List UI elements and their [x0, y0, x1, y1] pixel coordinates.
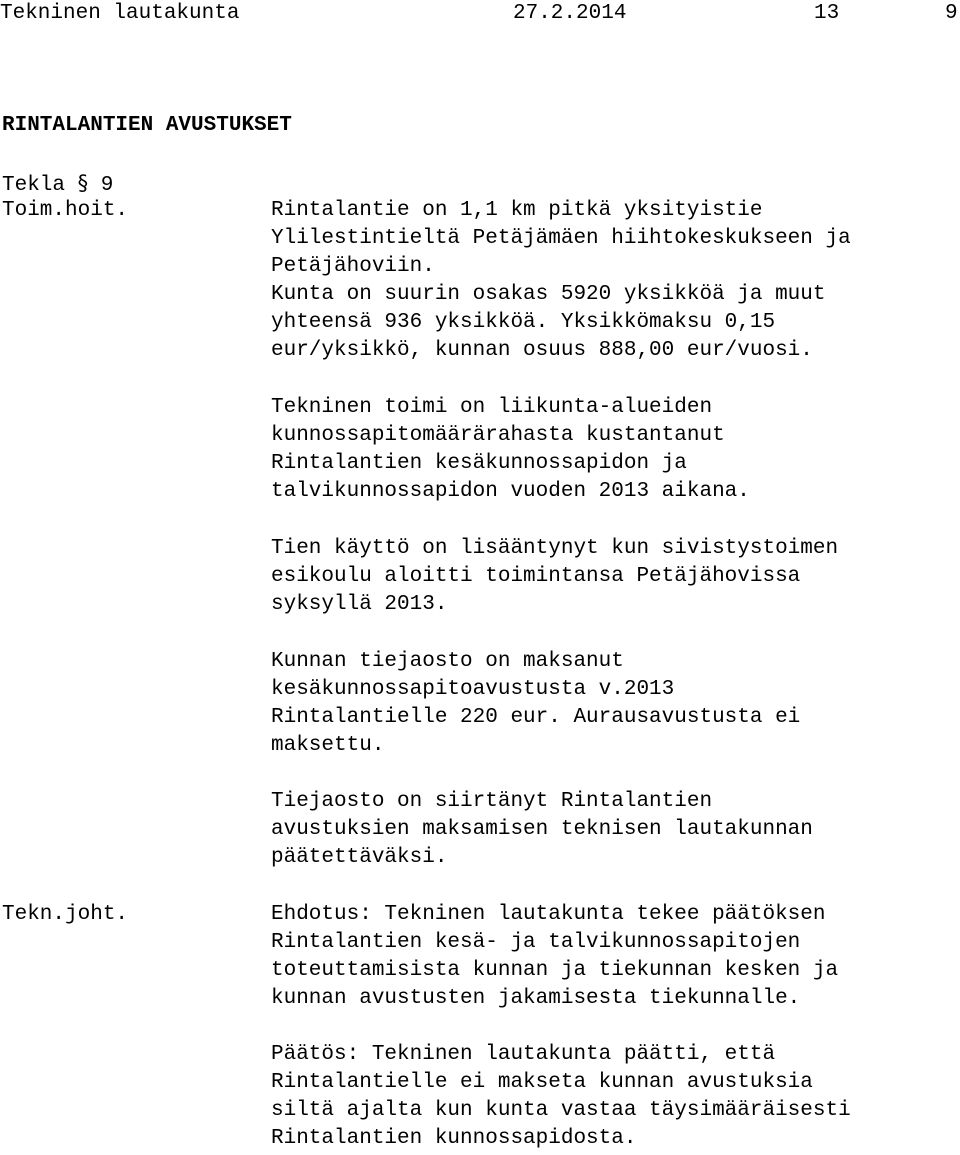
- paragraph-decision: [271, 1041, 960, 1153]
- text-line: eur/yksikkö, kunnan osuus 888,00 eur/vuosi.: [271, 339, 813, 362]
- label-toim-hoit: Toim.hoit.: [2, 199, 129, 222]
- header-title: Tekninen lautakunta: [0, 2, 240, 25]
- text-line: kunnan avustusten jakamisesta tiekunnalle.: [271, 987, 801, 1010]
- text-line: Rintalantien kesäkunnossapidon ja: [271, 452, 687, 475]
- text-line: Kunnan tiejaosto on maksanut: [271, 650, 624, 673]
- paragraph-transfer: [271, 788, 960, 872]
- label-tekn-joht: Tekn.joht.: [2, 903, 129, 926]
- text-line: Rintalantielle 220 eur. Aurausavustusta ei: [271, 706, 801, 729]
- paragraph-maintenance: [271, 394, 960, 506]
- text-line: Tekninen toimi on liikunta-alueiden: [271, 396, 713, 419]
- text-line: toteuttamisista kunnan ja tiekunnan kesken ja: [271, 959, 839, 982]
- text-line: Päätös: Tekninen lautakunta päätti, että: [271, 1043, 776, 1066]
- header-date: 27.2.2014: [513, 2, 627, 25]
- text-line: Tien käyttö on lisääntynyt kun sivistystoimen: [271, 537, 839, 560]
- paragraph-usage: [271, 535, 960, 619]
- text-line: syksyllä 2013.: [271, 593, 448, 616]
- paragraph-road-board-payment: [271, 648, 960, 760]
- text-line: Rintalantien kesä- ja talvikunnossapitojen: [271, 931, 801, 954]
- text-line: siltä ajalta kun kunta vastaa täysimääräisesti: [271, 1099, 851, 1122]
- tekla-label: Tekla: [2, 174, 66, 197]
- text-line: Rintalantie on 1,1 km pitkä yksityistie: [271, 199, 763, 222]
- text-line: Rintalantien kunnossapidosta.: [271, 1127, 637, 1150]
- paragraph-road-info: [271, 197, 960, 365]
- text-line: Rintalantielle ei makseta kunnan avustuksia: [271, 1071, 813, 1094]
- text-line: Petäjähoviin.: [271, 255, 435, 278]
- tekla-reference: [2, 169, 113, 200]
- text-line: maksettu.: [271, 734, 385, 757]
- text-line: kesäkunnossapitoavustusta v.2013: [271, 678, 675, 701]
- text-line: talvikunnossapidon vuoden 2013 aikana.: [271, 480, 750, 503]
- text-line: kunnossapitomäärärahasta kustantanut: [271, 424, 725, 447]
- text-line: avustuksien maksamisen teknisen lautakunnan: [271, 818, 813, 841]
- header-section-number: 13: [814, 2, 840, 25]
- section-sign-icon: §: [77, 171, 89, 195]
- text-line: päätettäväksi.: [271, 846, 448, 869]
- text-line: yhteensä 936 yksikköä. Yksikkömaksu 0,15: [271, 311, 776, 334]
- header-page-number: 9: [945, 2, 958, 25]
- text-line: Tiejaosto on siirtänyt Rintalantien: [271, 790, 713, 813]
- text-line: Ehdotus: Tekninen lautakunta tekee päätöksen: [271, 903, 826, 926]
- tekla-number: 9: [100, 174, 114, 197]
- text-line: Ylilestintieltä Petäjämäen hiihtokeskukseen ja: [271, 227, 851, 250]
- text-line: Kunta on suurin osakas 5920 yksikköä ja muut: [271, 283, 826, 306]
- paragraph-proposal: [271, 901, 960, 1013]
- document-heading: RINTALANTIEN AVUSTUKSET: [2, 114, 292, 137]
- text-line: esikoulu aloitti toimintansa Petäjähovissa: [271, 565, 801, 588]
